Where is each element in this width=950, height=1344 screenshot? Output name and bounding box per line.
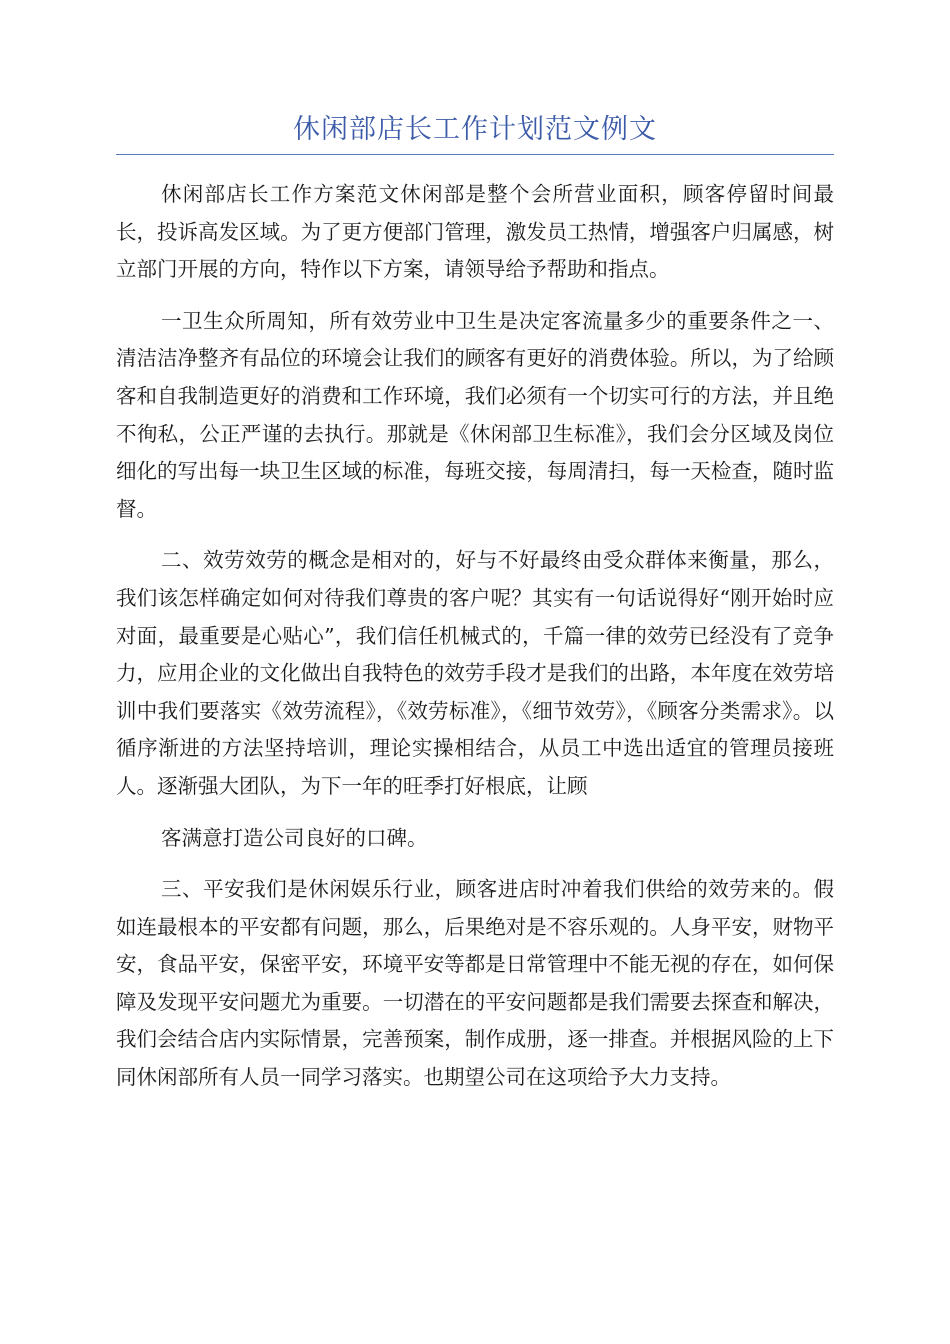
paragraph-service: 二、效劳效劳的概念是相对的，好与不好最终由受众群体来衡量，那么，我们该怎样确定如何对待我们尊贵的客户呢？其实有一句话说得好“刚开始时应对面，最重要是心贴心”，我们信任机械式的，千篇一律的效劳已经没有了竞争力，应用企业的文化做出自我特色的效劳手段才是我们的出路，本年度在效劳培训中我们要落实《效劳流程》，《效劳标准》，《细节效劳》，《顾客分类需求》。以循序渐进的方法坚持培训，理论实操相结合，从员工中选出适宜的管理员接班人。逐渐强大团队，为下一年的旺季打好根底，让顾	[116, 548, 834, 798]
document-body	[116, 176, 834, 1111]
document-title: 休闲部店长工作计划范文例文	[293, 114, 657, 145]
paragraph-service-continued: 客满意打造公司良好的口碑。	[161, 825, 428, 850]
paragraph-hygiene: 一卫生众所周知，所有效劳业中卫生是决定客流量多少的重要条件之一、清洁洁净整齐有品位的环境会让我们的顾客有更好的消费体验。所以，为了给顾客和自我制造更好的消费和工作环境，我们必须有一个切实可行的方法，并且绝不徇私，公正严谨的去执行。那就是《休闲部卫生标准》，我们会分区域及岗位细化的写出每一块卫生区域的标准，每班交接，每周清扫，每一天检查，随时监督。	[116, 308, 834, 521]
paragraph-safety: 三、平安我们是休闲娱乐行业，顾客进店时冲着我们供给的效劳来的。假如连最根本的平安都有问题，那么，后果绝对是不容乐观的。人身平安，财物平安，食品平安，保密平安，环境平安等都是日常管理中不能无视的存在，如何保障及发现平安问题尤为重要。一切潜在的平安问题都是我们需要去探查和解决，我们会结合店内实际情景，完善预案，制作成册，逐一排查。并根据风险的上下同休闲部所有人员一同学习落实。也期望公司在这项给予大力支持。	[116, 877, 834, 1090]
title-underline	[116, 154, 834, 155]
paragraph-intro: 休闲部店长工作方案范文休闲部是整个会所营业面积，顾客停留时间最长，投诉高发区域。为了更方便部门管理，激发员工热情，增强客户归属感，树立部门开展的方向，特作以下方案，请领导给予帮助和指点。	[116, 182, 834, 282]
